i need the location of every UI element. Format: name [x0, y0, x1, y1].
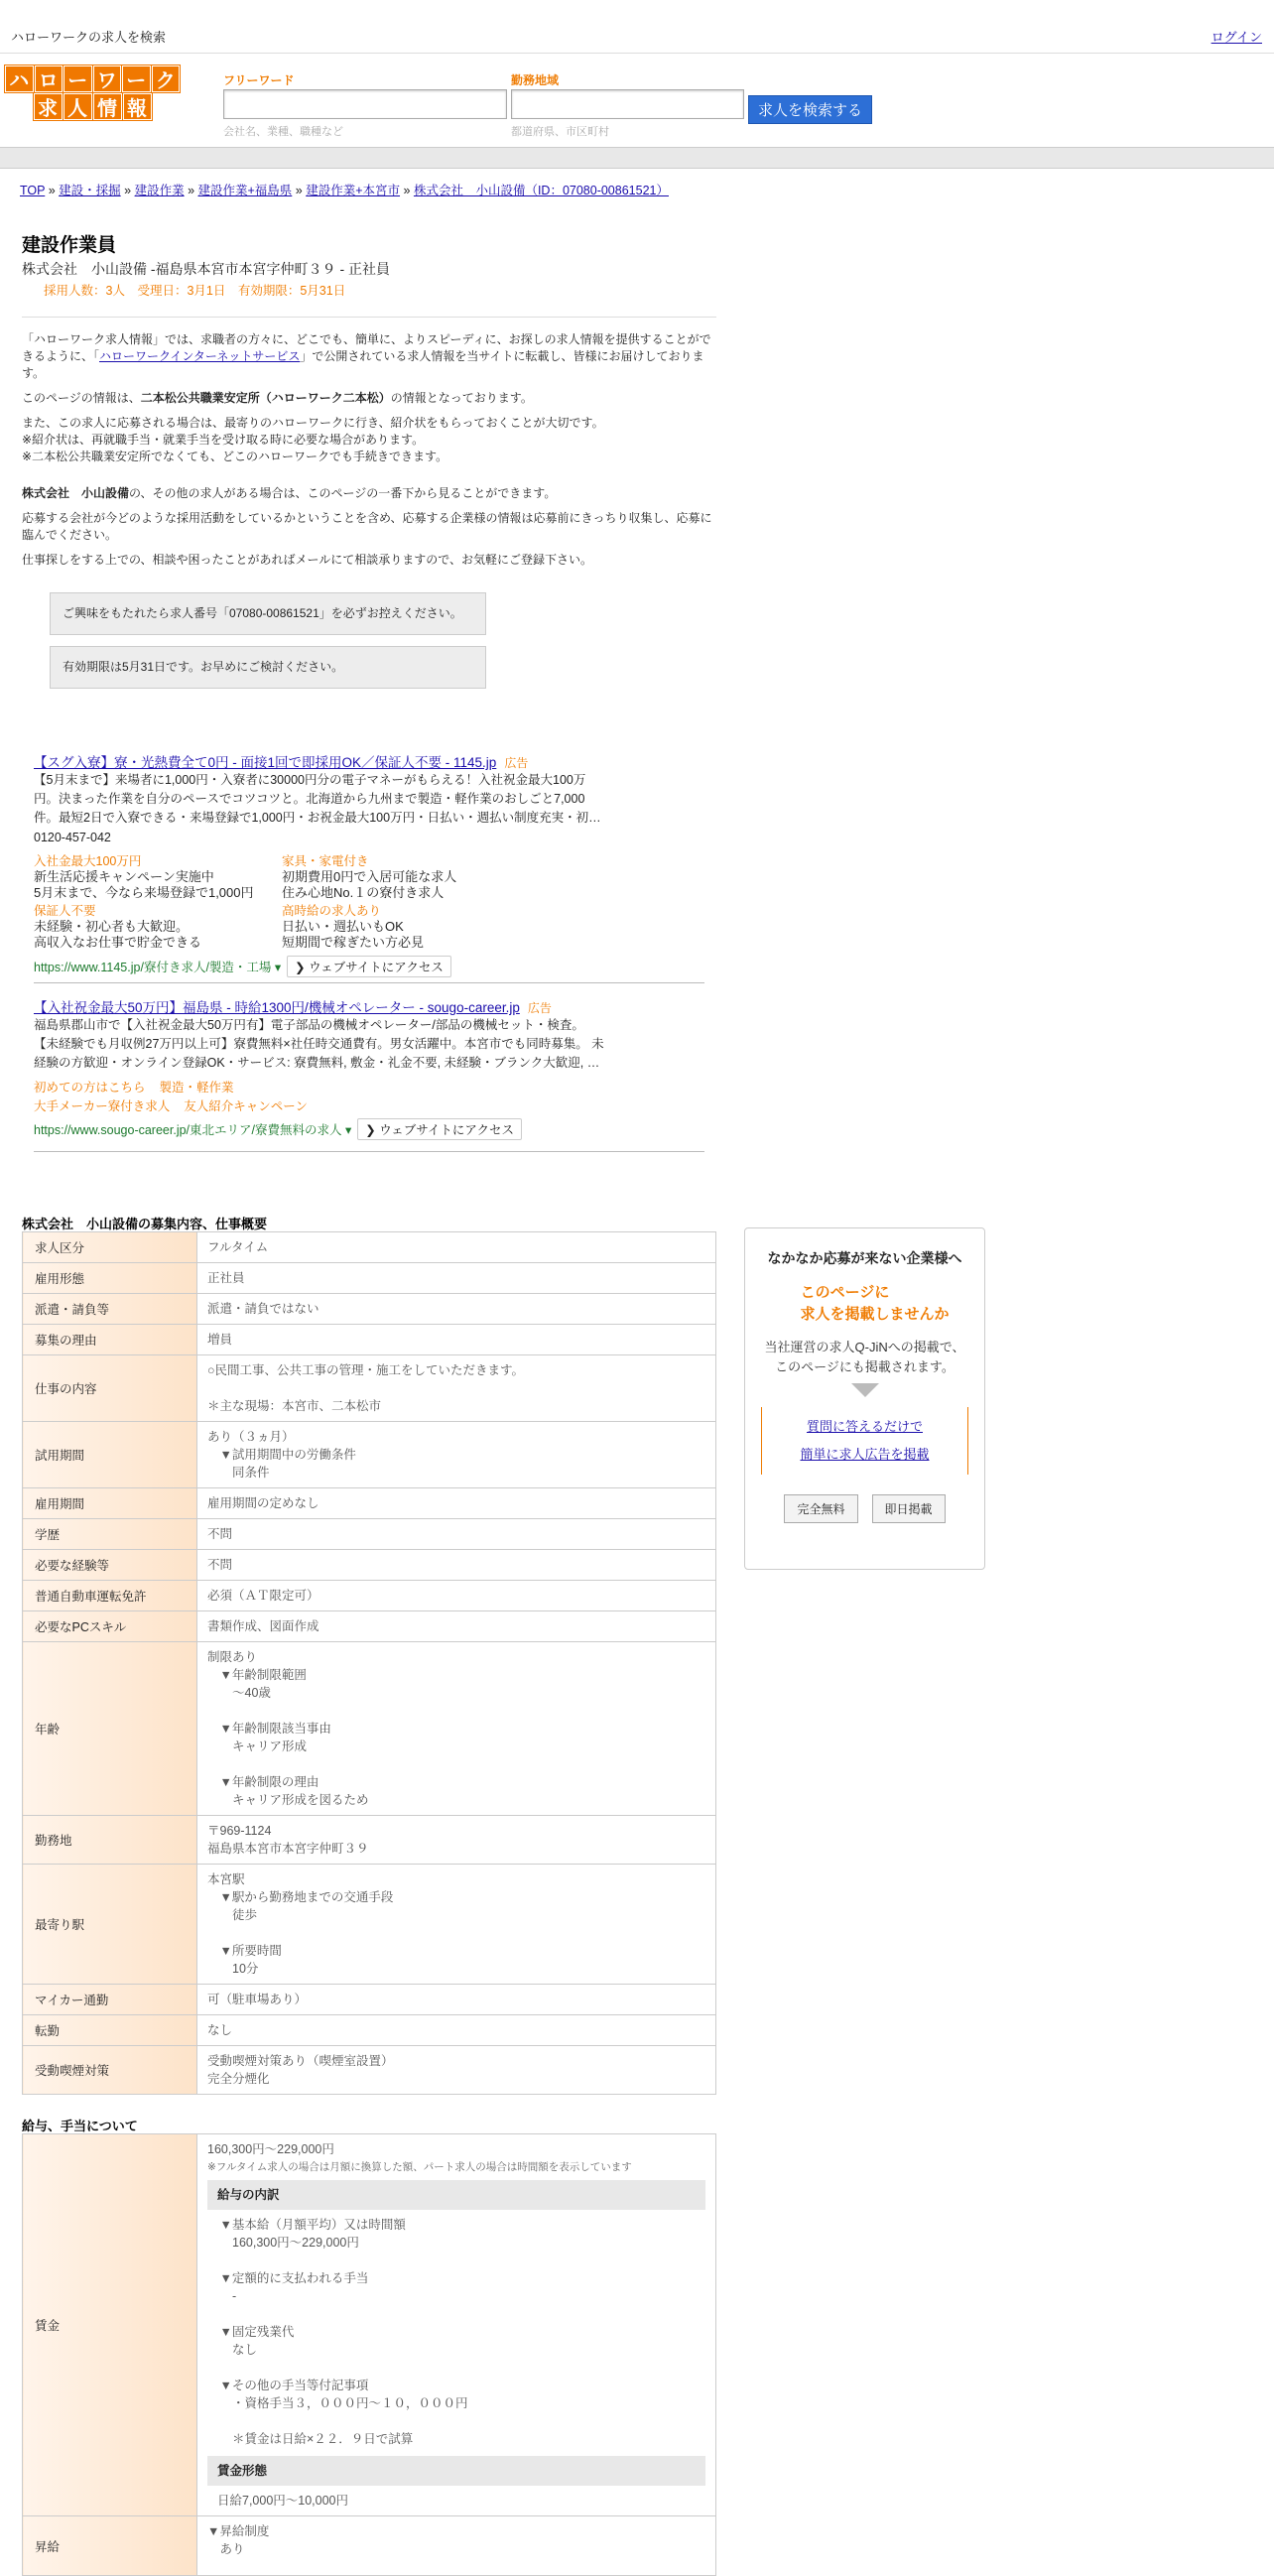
- row-value-line: ▼駅から勤務地までの交通手段: [207, 1890, 394, 1904]
- ad-1-visit-button[interactable]: ❯ ウェブサイトにアクセス: [287, 956, 451, 977]
- advertise-offer: このページに 求人を掲載しませんか: [800, 1284, 950, 1323]
- ad-sitelink[interactable]: [34, 851, 282, 901]
- ad-desc-line: 福島県郡山市で【入社祝金最大50万円有】電子部品の機械オペレーター/部品の機械セット・検査。: [34, 1018, 584, 1032]
- ad-tag: 広告: [527, 1001, 552, 1015]
- row-value: [197, 1232, 716, 1263]
- job-meta: 採用人数：3人 受理日：3月1日 有効期限：5月31日: [44, 284, 346, 298]
- table-row: [23, 1550, 716, 1581]
- row-value: [197, 1355, 716, 1422]
- wage-breakdown-heading: 給与の内訳: [207, 2180, 705, 2210]
- ad-link-row: [34, 1079, 704, 1097]
- row-value-line: ▼年齢制限の理由: [207, 1775, 319, 1789]
- table-row: [23, 1263, 716, 1294]
- section-title-salary: 給与、手当について: [22, 2119, 138, 2133]
- row-value: [197, 1325, 716, 1355]
- ad-1-phone[interactable]: 0120-457-042: [34, 831, 111, 844]
- intro-p2: このページの情報は、二本松公共職業安定所（ハローワーク二本松）の情報となっております。: [22, 391, 533, 405]
- job-subtitle: 株式会社 小山設備 -福島県本宮市本宮字仲町３９ - 正社員: [22, 261, 390, 277]
- ad-sitelink-title[interactable]: 入社金最大100万円: [34, 854, 142, 868]
- table-row: [23, 1488, 716, 1519]
- ad-sitelink-desc: 日払い・週払いもOK: [282, 919, 404, 934]
- row-value: [197, 1263, 716, 1294]
- row-key: 勤務地: [23, 1816, 197, 1865]
- wage-line: ・資格手当３，０００円～１０，０００円: [207, 2396, 468, 2410]
- table-row: [23, 1294, 716, 1325]
- wage-line: ＊賃金は日給×２２．９日で試算: [207, 2432, 414, 2446]
- row-value: [197, 1985, 716, 2015]
- intro-line: また、この求人に応募される場合は、最寄りのハローワークに行き、紹介状をもらっておくことが大切です。: [22, 416, 604, 430]
- ad-2-headline[interactable]: 【入社祝金最大50万円】福島県 - 時給1300円/機械オペレーター - sougo-career.jp: [34, 1000, 520, 1015]
- ad-sitelink[interactable]: 大手メーカー寮付き求人: [34, 1099, 171, 1113]
- top-bar: [0, 0, 1274, 54]
- row-value-line: 増員: [207, 1333, 233, 1347]
- divider-band: [0, 147, 1274, 169]
- ad-sitelink-desc: 住み心地No.１の寮付き求人: [282, 885, 445, 900]
- salary-table: [22, 2133, 716, 2576]
- raise-value: [197, 2516, 716, 2576]
- logo-char: 報: [123, 93, 152, 120]
- row-value-line: [207, 1924, 705, 1942]
- area-input[interactable]: [511, 89, 744, 119]
- wage-line: [207, 2359, 705, 2377]
- wage-note: ※フルタイム求人の場合は月額に換算した額、パート求人の場合は時間額を表示しています: [207, 2161, 632, 2173]
- wage-line: [207, 2305, 705, 2323]
- job-overview-table: [22, 1231, 716, 2095]
- row-value-line: 〒969-1124: [207, 1824, 272, 1838]
- wage-line: ▼その他の手当等付記事項: [207, 2379, 369, 2392]
- table-row: [23, 1325, 716, 1355]
- row-key: 派遣・請負等: [23, 1294, 197, 1325]
- row-value-line: ＊主な現場：本宮市、二本松市: [207, 1399, 382, 1413]
- row-value-line: 徒歩: [207, 1908, 258, 1922]
- row-value: [197, 1642, 716, 1816]
- same-day-button[interactable]: 即日掲載: [872, 1494, 946, 1523]
- keyword-placeholder: 会社名、業種、職種など: [223, 126, 343, 138]
- wage-form-heading: 賃金形態: [207, 2456, 705, 2486]
- row-value-line: 雇用期間の定めなし: [207, 1496, 319, 1510]
- site-title: ハローワークの求人を検索: [11, 30, 167, 45]
- row-key: 受動喫煙対策: [23, 2046, 197, 2095]
- table-row: [23, 1422, 716, 1488]
- free-button[interactable]: 完全無料: [784, 1494, 857, 1523]
- row-key: 普通自動車運転免許: [23, 1581, 197, 1611]
- ad-1: 【スグ入寮】寮・光熱費全て0円 - 面接1回で即採用OK／保証人不要 - 1145.jp 広告 【5月末まで】来場者に1,000円・入寮者に30000円分の電子マネーがもらえる！入社祝金最大100万 円。決まった作業を自分のペースでコツコツと。北海道から九州まで製造・軽作業のおしごと7,000 件。最短2日で入寮できる・来場登録で1,000円・お祝金最大100万円・日払い・週払い制度充実・初… 0120-457-042 入社金最大100万円 新生活応援キャンペーン実施中 5月末まで、今なら来場登録で1,000円 家具・家電付き 初期費用0円で入居可能な求人 住み心地No.１の寮付き求人 保証人不要 未経験・初心者も大歓迎。 高収入なお仕事で貯金できる 高時給の求人あり 日払い・週払いもOK 短期間で稼ぎたい方必見 https://www.1145.jp/寮付き求人/製造・工場 ▾ ❯ ウェブサイトにアクセス: [34, 751, 704, 977]
- search-button[interactable]: 求人を検索する: [748, 95, 872, 124]
- advertise-desc: 当社運営の求人Q-JiNへの掲載で、 このページにも掲載されます。: [764, 1340, 965, 1374]
- intro-p3: [22, 415, 716, 465]
- keyword-search: [223, 71, 507, 139]
- section-title-overview: 株式会社 小山設備の募集内容、仕事概要: [22, 1217, 268, 1231]
- breadcrumb-link[interactable]: 建設作業: [134, 184, 185, 197]
- wage-line: -: [207, 2289, 237, 2303]
- row-key: 学歴: [23, 1519, 197, 1550]
- row-key: 仕事の内容: [23, 1355, 197, 1422]
- ad-2-description: [34, 1016, 704, 1073]
- row-value: [197, 1581, 716, 1611]
- row-value-line: 正社員: [207, 1271, 245, 1285]
- row-value-line: 福島県本宮市本宮字仲町３９: [207, 1842, 369, 1856]
- logo-char: ク: [152, 65, 181, 92]
- header: [0, 54, 1274, 147]
- area-placeholder: 都道府県、市区町村: [511, 126, 609, 138]
- intro-p1: 「ハローワーク求人情報」では、求職者の方々に、どこでも、簡単に、よりスピーディに、お探しの求人情報を提供することができるように、「ハローワークインターネットサービス」で公開されている求人情報を当サイトに転載し、皆様にお届けしております。: [22, 332, 711, 380]
- ad-2-url[interactable]: https://www.sougo-career.jp/東北エリア/寮費無料の求人: [34, 1123, 342, 1137]
- ad-sitelink-title[interactable]: 保証人不要: [34, 904, 96, 918]
- raise-line: ▼昇給制度: [207, 2524, 270, 2538]
- row-value-line: キャリア形成を図るため: [207, 1793, 369, 1807]
- login-link[interactable]: ログイン: [1210, 30, 1262, 45]
- ad-desc-line: 経験の方歓迎・オンライン登録OK・サービス: 寮費無料, 敷金・礼金不要, 未経験・ブランク大歓迎, …: [34, 1056, 600, 1070]
- ad-2: 【入社祝金最大50万円】福島県 - 時給1300円/機械オペレーター - sougo-career.jp 広告 福島県郡山市で【入社祝金最大50万円有】電子部品の機械オペレーター/部品の機械セット・検査。 【未経験でも月収例27万円以上可】寮費無料×社任時交通費有。男女活躍中。本宮市でも同時募集。 未 経験の方歓迎・オンライン登録OK・サービス: 寮費無料, 敷金・礼金不要, 未経験・ブランク大歓迎, … 初めての方はこちら 製造・軽作業 大手メーカー寮付き求人 友人紹介キャンペーン https://www.sougo-career.jp/東北エリア/寮費無料の求人 ▾ ❯ ウェブサイトにアクセス: [34, 996, 704, 1140]
- ad-1-sitelinks: [34, 851, 704, 951]
- intro-p6: 仕事探しをする上での、相談や困ったことがあればメールにて相談承りますので、お気軽にご登録下さい。: [22, 553, 593, 567]
- row-value: [197, 1422, 716, 1488]
- wage-line: [207, 2412, 705, 2430]
- table-row: [23, 1642, 716, 1816]
- ad-sitelink[interactable]: [282, 901, 530, 951]
- row-key: 試用期間: [23, 1422, 197, 1488]
- row-value-line: [207, 1755, 705, 1773]
- row-key: 年齢: [23, 1642, 197, 1816]
- row-value-line: 書類作成、図面作成: [207, 1619, 319, 1633]
- intro-line: ※紹介状は、再就職手当・就業手当を受け取る時に必要な場合があります。: [22, 433, 425, 447]
- wage-form: 日給7,000円〜10,000円: [217, 2494, 349, 2508]
- row-value: [197, 1816, 716, 1865]
- row-value-line: ▼所要時間: [207, 1944, 282, 1958]
- ad-1-description: [34, 771, 704, 828]
- row-value: [197, 1519, 716, 1550]
- table-row: [23, 2015, 716, 2046]
- row-key: マイカー通勤: [23, 1985, 197, 2015]
- job-title: 建設作業員: [22, 235, 117, 256]
- logo-char: ロ: [35, 65, 64, 92]
- breadcrumb-link[interactable]: 株式会社 小山設備（ID：07080-00861521）: [413, 184, 669, 197]
- ad-sitelink-desc: 5月末まで、今なら来場登録で1,000円: [34, 885, 254, 900]
- wage-line: [207, 2252, 705, 2269]
- ad-sitelink-title[interactable]: 家具・家電付き: [282, 854, 369, 868]
- logo-char: ー: [64, 65, 92, 92]
- wage-key: 賃金: [23, 2134, 197, 2516]
- ad-link-row: [34, 1097, 704, 1116]
- ad-sitelink[interactable]: 製造・軽作業: [159, 1081, 234, 1095]
- raise-key: 昇給: [23, 2516, 197, 2576]
- logo-char: 求: [34, 93, 63, 120]
- logo-char: ー: [122, 65, 151, 92]
- row-value-line: キャリア形成: [207, 1739, 308, 1753]
- breadcrumb-link[interactable]: 建設作業+福島県: [197, 184, 293, 197]
- row-value: [197, 1865, 716, 1985]
- table-row: [23, 1865, 716, 1985]
- logo-char: ハ: [5, 65, 34, 92]
- row-key: 必要なPCスキル: [23, 1611, 197, 1642]
- logo-char: ワ: [93, 65, 122, 92]
- row-value: [197, 1550, 716, 1581]
- row-value-line: 本宮駅: [207, 1872, 245, 1886]
- ad-sitelink-desc: 新生活応援キャンペーン実施中: [34, 869, 214, 884]
- row-value: [197, 2046, 716, 2095]
- table-row: [23, 1816, 716, 1865]
- row-key: 必要な経験等: [23, 1550, 197, 1581]
- ad-2-sitelinks: [34, 1079, 704, 1116]
- keyword-label: フリーワード: [223, 73, 295, 87]
- logo-char: 情: [93, 93, 122, 120]
- table-row: [23, 2046, 716, 2095]
- row-value-line: 完全分煙化: [207, 2072, 270, 2086]
- ad-sitelink[interactable]: [282, 851, 530, 901]
- row-value-line: あり（３ヵ月）: [207, 1430, 295, 1444]
- row-value-line: 派遣・請負ではない: [207, 1302, 319, 1316]
- row-key: 雇用形態: [23, 1263, 197, 1294]
- breadcrumb-link[interactable]: 建設作業+本宮市: [306, 184, 401, 197]
- row-value: [197, 1294, 716, 1325]
- deadline-note: 有効期限は5月31日です。お早めにご検討ください。: [50, 646, 486, 689]
- table-row: [23, 1232, 716, 1263]
- table-row: [23, 1581, 716, 1611]
- row-value-line: 受動喫煙対策あり（喫煙室設置）: [207, 2054, 394, 2068]
- ad-2-visit-button[interactable]: ❯ ウェブサイトにアクセス: [357, 1118, 522, 1140]
- row-value-line: [207, 1379, 705, 1397]
- row-value-line: 制限あり: [207, 1650, 258, 1664]
- row-key: 求人区分: [23, 1232, 197, 1263]
- wage-line: なし: [207, 2343, 258, 2357]
- table-row: [23, 1355, 716, 1422]
- row-value-line: ○民間工事、公共工事の管理・施工をしていただきます。: [207, 1363, 525, 1377]
- logo-char: 人: [64, 93, 92, 120]
- breadcrumb-link[interactable]: TOP: [20, 184, 46, 197]
- row-value: [197, 1611, 716, 1642]
- hellowork-internet-link[interactable]: ハローワークインターネットサービス: [99, 349, 301, 363]
- hellowork-logo[interactable]: [5, 65, 180, 121]
- table-row: [23, 1519, 716, 1550]
- raise-line: あり: [207, 2542, 245, 2556]
- row-value-line: なし: [207, 2023, 233, 2037]
- row-value-line: 可（駐車場あり）: [207, 1993, 308, 2006]
- intro-p5: 応募する会社が今どのような採用活動をしているかということを含め、応募する企業様の情報は応募前にきっちり収集し、応募に臨んでください。: [22, 511, 712, 542]
- job-number-note: ご興味をもたれたら求人番号「07080-00861521」を必ずお控えください。: [50, 592, 486, 635]
- wage-line: ▼定額的に支払われる手当: [207, 2271, 369, 2285]
- ad-sitelink[interactable]: 友人紹介キャンペーン: [184, 1099, 309, 1113]
- ad-tag: 広告: [504, 756, 529, 770]
- row-value-line: 不問: [207, 1558, 233, 1572]
- row-value-line: 10分: [207, 1962, 259, 1976]
- advertise-link-1[interactable]: 質問に答えるだけで: [806, 1419, 923, 1434]
- wage-breakdown: [207, 2216, 705, 2448]
- ad-1-headline[interactable]: 【スグ入寮】寮・光熱費全て0円 - 面接1回で即採用OK／保証人不要 - 1145.jp: [34, 755, 497, 770]
- ad-sitelink-desc: 高収入なお仕事で貯金できる: [34, 935, 202, 950]
- area-search: [511, 71, 744, 139]
- job-main: [22, 230, 716, 689]
- ad-sitelink[interactable]: 初めての方はこちら: [34, 1081, 146, 1095]
- area-label: 勤務地域: [511, 73, 560, 87]
- ad-desc-line: 件。最短2日で入寮できる・来場登録で1,000円・お祝金最大100万円・日払い・週払い制度充実・初…: [34, 811, 601, 825]
- ad-sitelink-desc: 未経験・初心者も大歓迎。: [34, 919, 190, 934]
- row-value-line: ▼年齢制限範囲: [207, 1668, 307, 1682]
- ad-desc-line: 【未経験でも月収例27万円以上可】寮費無料×社任時交通費有。男女活躍中。本宮市でも同時募集。 未: [34, 1037, 604, 1051]
- ad-1-url[interactable]: https://www.1145.jp/寮付き求人/製造・工場: [34, 961, 272, 974]
- table-row: [23, 1985, 716, 2015]
- row-value-line: フルタイム: [207, 1240, 269, 1254]
- row-key: 募集の理由: [23, 1325, 197, 1355]
- row-value-line: ▼試用期間中の労働条件: [207, 1448, 356, 1462]
- row-key: 最寄り駅: [23, 1865, 197, 1985]
- ad-sitelink-desc: 短期間で稼ぎたい方必見: [282, 935, 425, 950]
- wage-range: 160,300円〜229,000円: [207, 2142, 334, 2156]
- breadcrumb-link[interactable]: 建設・採掘: [59, 184, 121, 197]
- breadcrumb: TOP » 建設・採掘 » 建設作業 » 建設作業+福島県 » 建設作業+本宮市 » 株式会社 小山設備（ID：07080-00861521）: [20, 184, 669, 197]
- row-value-line: 必須（ＡＴ限定可）: [207, 1589, 319, 1603]
- wage-line: 160,300円〜229,000円: [207, 2236, 359, 2250]
- ad-desc-line: 円。決まった作業を自分のペースでコツコツと。北海道から九州まで製造・軽作業のおしごと7,000: [34, 792, 585, 806]
- ad-desc-line: 【5月末まで】来場者に1,000円・入寮者に30000円分の電子マネーがもらえる！入社祝金最大100万: [34, 773, 586, 787]
- table-row: [23, 1611, 716, 1642]
- row-value-line: 不問: [207, 1527, 233, 1541]
- row-key: 転勤: [23, 2015, 197, 2046]
- down-arrow-icon: [851, 1383, 879, 1397]
- advertise-link-2[interactable]: 簡単に求人広告を掲載: [800, 1447, 930, 1462]
- row-value: [197, 2015, 716, 2046]
- advertise-panel: [744, 1227, 985, 1570]
- intro-p4: 株式会社 小山設備の、その他の求人がある場合は、このページの一番下から見ることができます。: [22, 486, 557, 500]
- wage-line: ▼固定残業代: [207, 2325, 295, 2339]
- keyword-input[interactable]: [223, 89, 507, 119]
- advertise-title: なかなか応募が来ない企業様へ: [767, 1250, 962, 1266]
- row-value-line: 同条件: [207, 1466, 270, 1480]
- ad-sitelink[interactable]: [34, 901, 282, 951]
- ad-sitelink-desc: 初期費用0円で入居可能な求人: [282, 869, 457, 884]
- intro-line: ※二本松公共職業安定所でなくても、どこのハローワークでも手続きできます。: [22, 450, 448, 463]
- row-key: 雇用期間: [23, 1488, 197, 1519]
- wage-line: ▼基本給（月額平均）又は時間額: [207, 2218, 406, 2232]
- ad-sitelink-title[interactable]: 高時給の求人あり: [282, 904, 382, 918]
- row-value-line: ▼年齢制限該当事由: [207, 1722, 331, 1736]
- row-value-line: 〜40歳: [207, 1686, 271, 1700]
- row-value: [197, 1488, 716, 1519]
- row-value-line: [207, 1702, 705, 1720]
